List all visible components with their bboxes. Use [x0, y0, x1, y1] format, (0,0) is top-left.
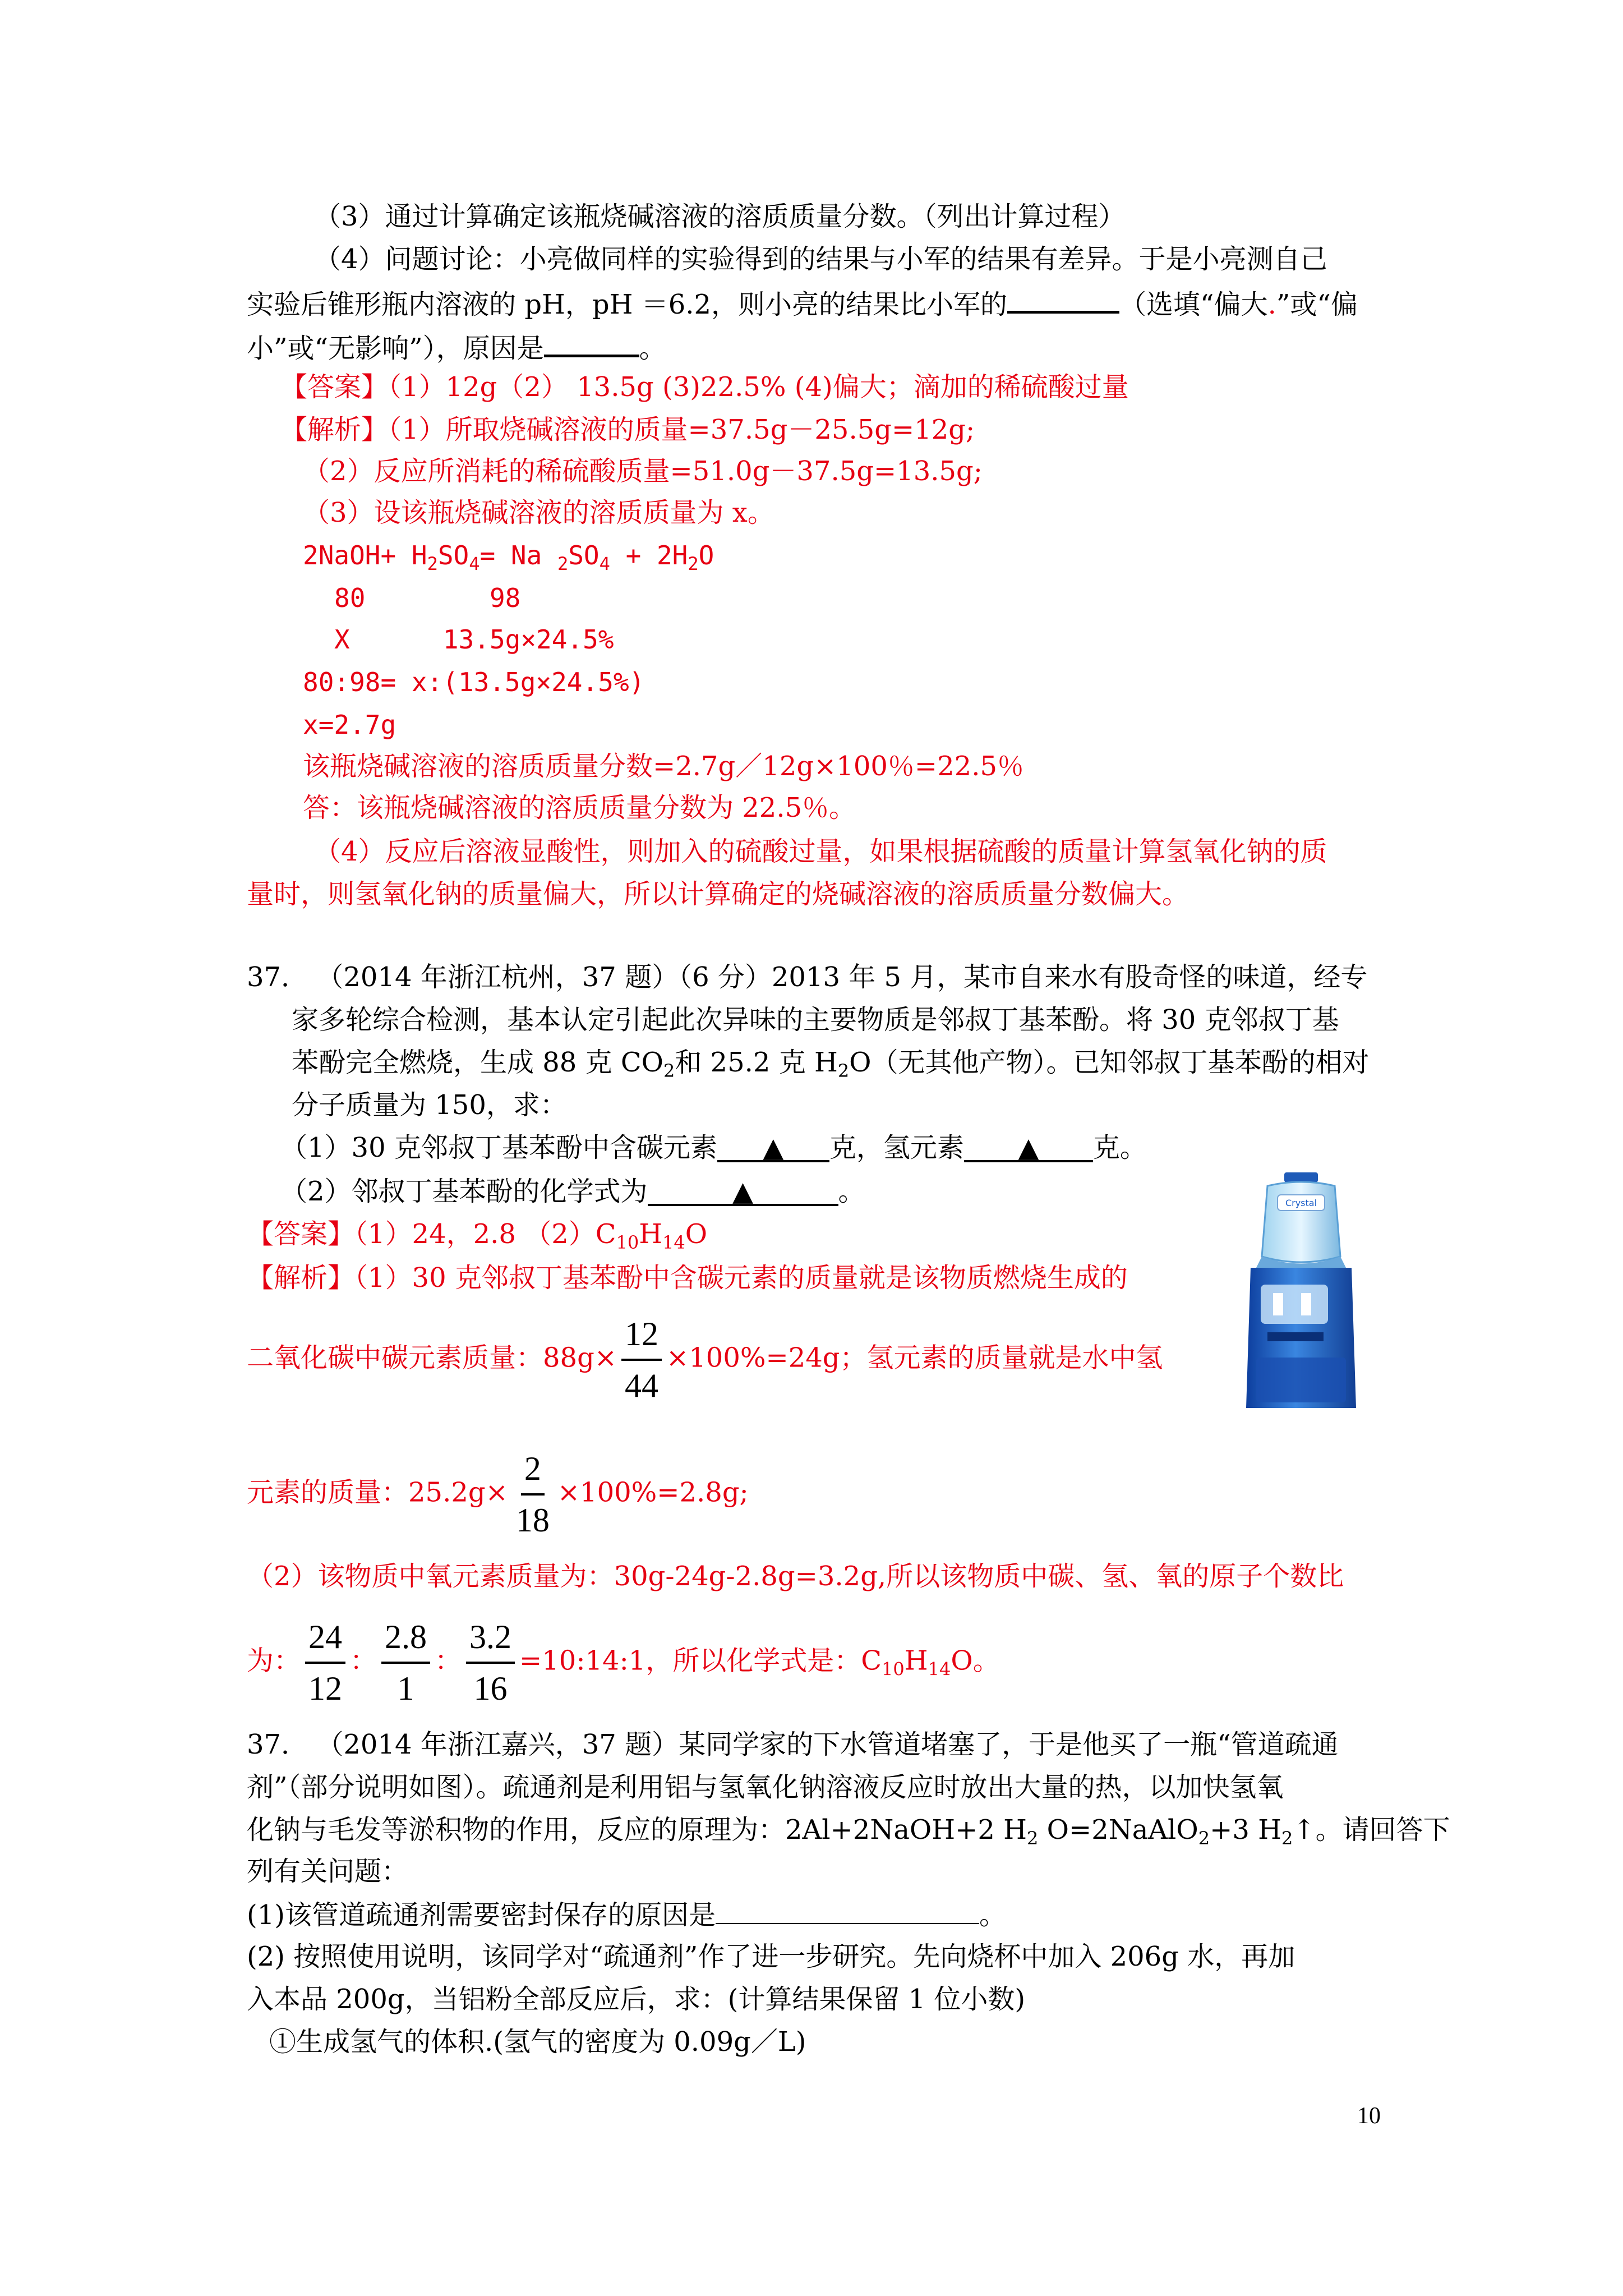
fraction-12-44: $\frac{12}{44}$: [621, 1313, 662, 1407]
q36-conclusion: 答：该瓶烧碱溶液的溶质质量分数为 22.5％。: [303, 792, 856, 823]
fraction-2-18: $\frac{2}{18}$: [513, 1447, 553, 1542]
q37-hz-line1: 37． （2014 年浙江杭州，37 题）（6 分）2013 年 5 月，某市自来水有股奇怪的味道，经专: [247, 961, 1368, 993]
q36-variables: X 13.5g×24.5%: [334, 624, 614, 655]
q37-hz-analysis-4: （2）该物质中氧元素质量为：30g-24g-2.8g=3.2g,所以该物质中碳、氢、氧的原子个数比: [247, 1561, 1344, 1592]
q36-molar-masses: 80 98: [334, 583, 521, 613]
q36-part3: （3）通过计算确定该瓶烧碱溶液的溶质质量分数。（列出计算过程）: [314, 201, 1126, 232]
q37-jx-line2: 剂”（部分说明如图）。疏通剂是利用铝与氢氧化钠溶液反应时放出大量的热，以加快氢氧: [247, 1772, 1284, 1803]
q37-hz-analysis-5: 为： $\frac{24}{12}$ ： $\frac{2.8}{1}$ ： $\frac{3.2}{16}$ =10:14:1，所以化学式是：$C_{10}H_{14}O$。: [247, 1616, 1000, 1705]
q36-part4-line1: （4）问题讨论：小亮做同样的实验得到的结果与小军的结果有差异。于是小亮测自己: [314, 243, 1327, 275]
q36-part4-line2: 实验后锥形瓶内溶液的 pH，pH ＝6.2，则小亮的结果比小军的 （选填“偏大.”或“偏: [247, 286, 1358, 321]
cooler-brand-label: Crystal: [1285, 1198, 1317, 1208]
q36-x-value: x=2.7g: [303, 710, 396, 740]
q36-blank-reason[interactable]: [544, 330, 639, 357]
q36-fraction-result: 该瓶烧碱溶液的溶质质量分数=2.7g／12g×100％=22.5％: [303, 751, 1025, 782]
q37-hz-blank-formula[interactable]: ▲: [648, 1175, 838, 1206]
q37-hz-line2: 家多轮综合检测，基本认定引起此次异味的主要物质是邻叔丁基苯酚。将 30 克邻叔丁基: [292, 1004, 1339, 1036]
fraction-2.8-1: $\frac{2.8}{1}$: [381, 1616, 430, 1710]
q37-hz-part1: （1）30 克邻叔丁基苯酚中含碳元素 ▲ 克，氢元素 ▲ 克。: [280, 1132, 1147, 1163]
page-number: 10: [1357, 2103, 1381, 2129]
q36-ratio: 80:98= x:(13.5g×24.5%): [303, 667, 645, 697]
q37-jx-part2-line1: (2) 按照使用说明，该同学对“疏通剂”作了进一步研究。先向烧杯中加入 206g 水，再加: [247, 1941, 1295, 1972]
q36-answer: 【答案】（1）12g（2） 13.5g (3)22.5% (4)偏大；滴加的稀硫酸过量: [280, 371, 1129, 403]
q37-jx-line4: 列有关问题：: [247, 1856, 409, 1887]
q37-hz-line3: 苯酚完全燃烧，生成 88 克 $CO_2$和 25.2 克 $H_2O$（无其他产物）。已知邻叔丁基苯酚的相对: [292, 1047, 1370, 1082]
q37-hz-line4: 分子质量为 150，求：: [292, 1089, 567, 1121]
q36-analysis-2: （2）反应所消耗的稀硫酸质量=51.0g－37.5g=13.5g;: [303, 455, 983, 487]
q37-hz-analysis-3: 元素的质量：25.2g× $\frac{2}{18}$ ×100%=2.8g;: [247, 1447, 749, 1537]
q37-hz-answer: 【答案】（1）24，2.8 $(2)C_{10}H_{14}O$: [247, 1218, 708, 1253]
q36-part4-analysis-1: （4）反应后溶液显酸性，则加入的硫酸过量，如果根据硫酸的质量计算氢氧化钠的质: [314, 836, 1327, 867]
q37-jx-blank-reason[interactable]: [716, 1897, 979, 1924]
q36-part4-line3: 小”或“无影响”），原因是 。: [247, 330, 666, 365]
q37-hz-analysis-1: 【解析】（1）30 克邻叔丁基苯酚中含碳元素的质量就是该物质燃烧生成的: [247, 1262, 1128, 1294]
q36-analysis-3: （3）设该瓶烧碱溶液的溶质质量为 x。: [303, 497, 774, 528]
q36-analysis-1: 【解析】（1）所取烧碱溶液的质量=37.5g－25.5g=12g;: [280, 414, 975, 445]
q37-jx-line1: 37． （2014 年浙江嘉兴，37 题）某同学家的下水管道堵塞了，于是他买了一瓶“管道疏通: [247, 1729, 1339, 1760]
q36-part4-analysis-2: 量时，则氢氧化钠的质量偏大，所以计算确定的烧碱溶液的溶质质量分数偏大。: [247, 878, 1189, 910]
q37-jx-part2-sub1: ①生成氢气的体积.(氢气的密度为 0.09g／L): [269, 2026, 806, 2058]
q37-jx-part2-line2: 入本品 200g，当铝粉全部反应后，求：(计算结果保留 1 位小数): [247, 1984, 1026, 2015]
fraction-24-12: $\frac{24}{12}$: [305, 1616, 345, 1710]
q37-hz-blank-hydrogen[interactable]: ▲: [964, 1131, 1093, 1162]
fraction-3.2-16: $\frac{3.2}{16}$: [466, 1616, 515, 1710]
q37-jx-part1: (1)该管道疏通剂需要密封保存的原因是 。: [247, 1897, 1006, 1932]
q36-blank-compare[interactable]: [1007, 286, 1119, 314]
q37-hz-analysis-2: 二氧化碳中碳元素质量：88g× $\frac{12}{44}$ ×100%=24g；氢元素的质量就是水中氢: [247, 1313, 1163, 1402]
q37-jx-line3: 化钠与毛发等淤积物的作用，反应的原理为：2Al+2NaOH+2 $H_2$ O=2NaAlO$_2$+3 $H_2↑$。请回答下: [247, 1814, 1450, 1849]
water-cooler-image: [1228, 1172, 1374, 1414]
q36-equation: 2NaOH+ $H_2SO_4= Na$ $_2SO_4 + 2H_2O$: [303, 540, 714, 574]
q37-hz-part2: （2）邻叔丁基苯酚的化学式为 ▲ 。: [280, 1176, 865, 1207]
q37-hz-blank-carbon[interactable]: ▲: [717, 1131, 829, 1162]
